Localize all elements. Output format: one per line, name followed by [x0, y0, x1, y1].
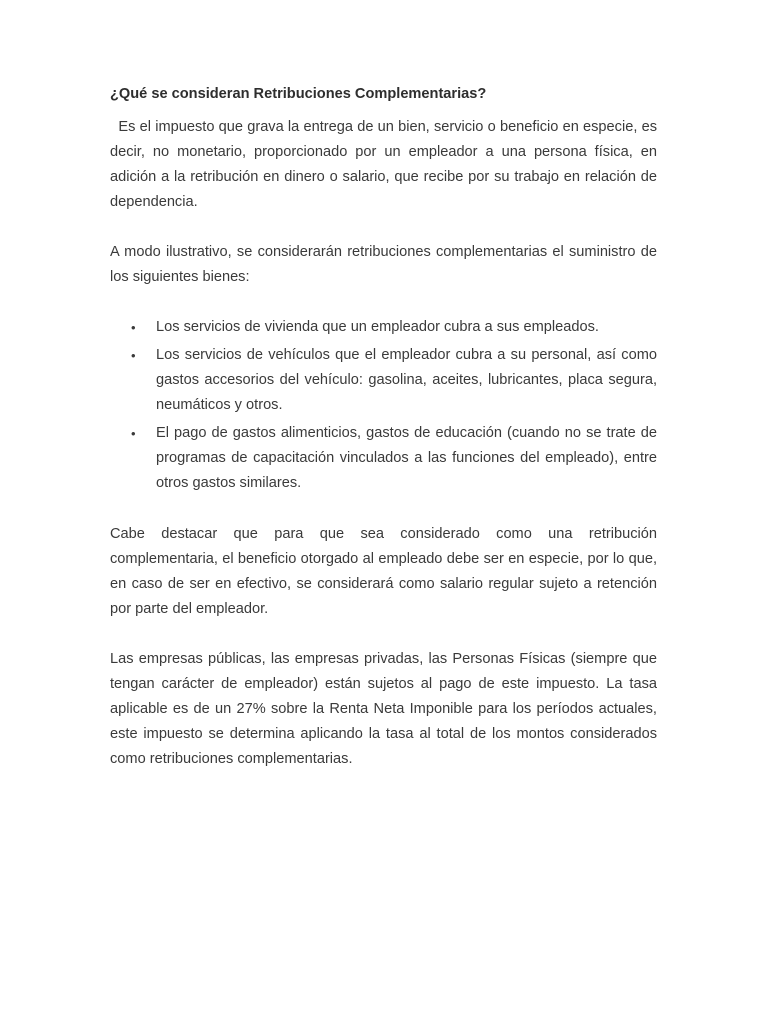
intro-paragraph [110, 115, 657, 215]
bullet-icon: • [131, 426, 136, 441]
document-page [110, 82, 657, 772]
cash-benefit-paragraph: Cabe destacar que para que sea considerado como una retribución complementaria, el beneficio otorgado al empleado debe ser en especie, por lo que, en caso de ser en efectivo, se considerará como salario regular sujeto a retención por parte del empleador. [110, 526, 657, 617]
list-item-text: Los servicios de vehículos que el empleador cubra a su personal, así como gastos accesorios del vehículo: gasolina, aceites, lubricantes, placa segura, neumáticos y otros. [156, 347, 657, 413]
bullet-icon: • [131, 348, 136, 363]
list-item [110, 421, 657, 496]
illustrative-paragraph: A modo ilustrativo, se considerarán retribuciones complementarias el suministro de los siguientes bienes: [110, 244, 657, 285]
list-item-text: El pago de gastos alimenticios, gastos de educación (cuando no se trate de programas de capacitación vinculados a las funciones del empleado), entre otros gastos similares. [156, 425, 657, 491]
document-heading: ¿Qué se consideran Retribuciones Complementarias? [110, 86, 487, 102]
bullet-icon: • [131, 320, 136, 335]
list-item [110, 343, 657, 418]
benefits-list [110, 315, 657, 496]
taxpayers-paragraph: Las empresas públicas, las empresas privadas, las Personas Físicas (siempre que tengan carácter de empleador) están sujetos al pago de este impuesto. La tasa aplicable es de un 27% sobre la Renta Neta Imponible para los períodos actuales, este impuesto se determina aplicando la tasa al total de los montos considerados como retribuciones complementarias. [110, 651, 657, 767]
intro-text: Es el impuesto que grava la entrega de un bien, servicio o beneficio en especie, es decir, no monetario, proporcionado por un empleador a una persona física, en adición a la retribución en dinero o salario, que recibe por su trabajo en relación de dependencia. [110, 119, 658, 210]
list-item-text: Los servicios de vivienda que un empleador cubra a sus empleados. [156, 319, 599, 335]
list-item [110, 315, 657, 340]
